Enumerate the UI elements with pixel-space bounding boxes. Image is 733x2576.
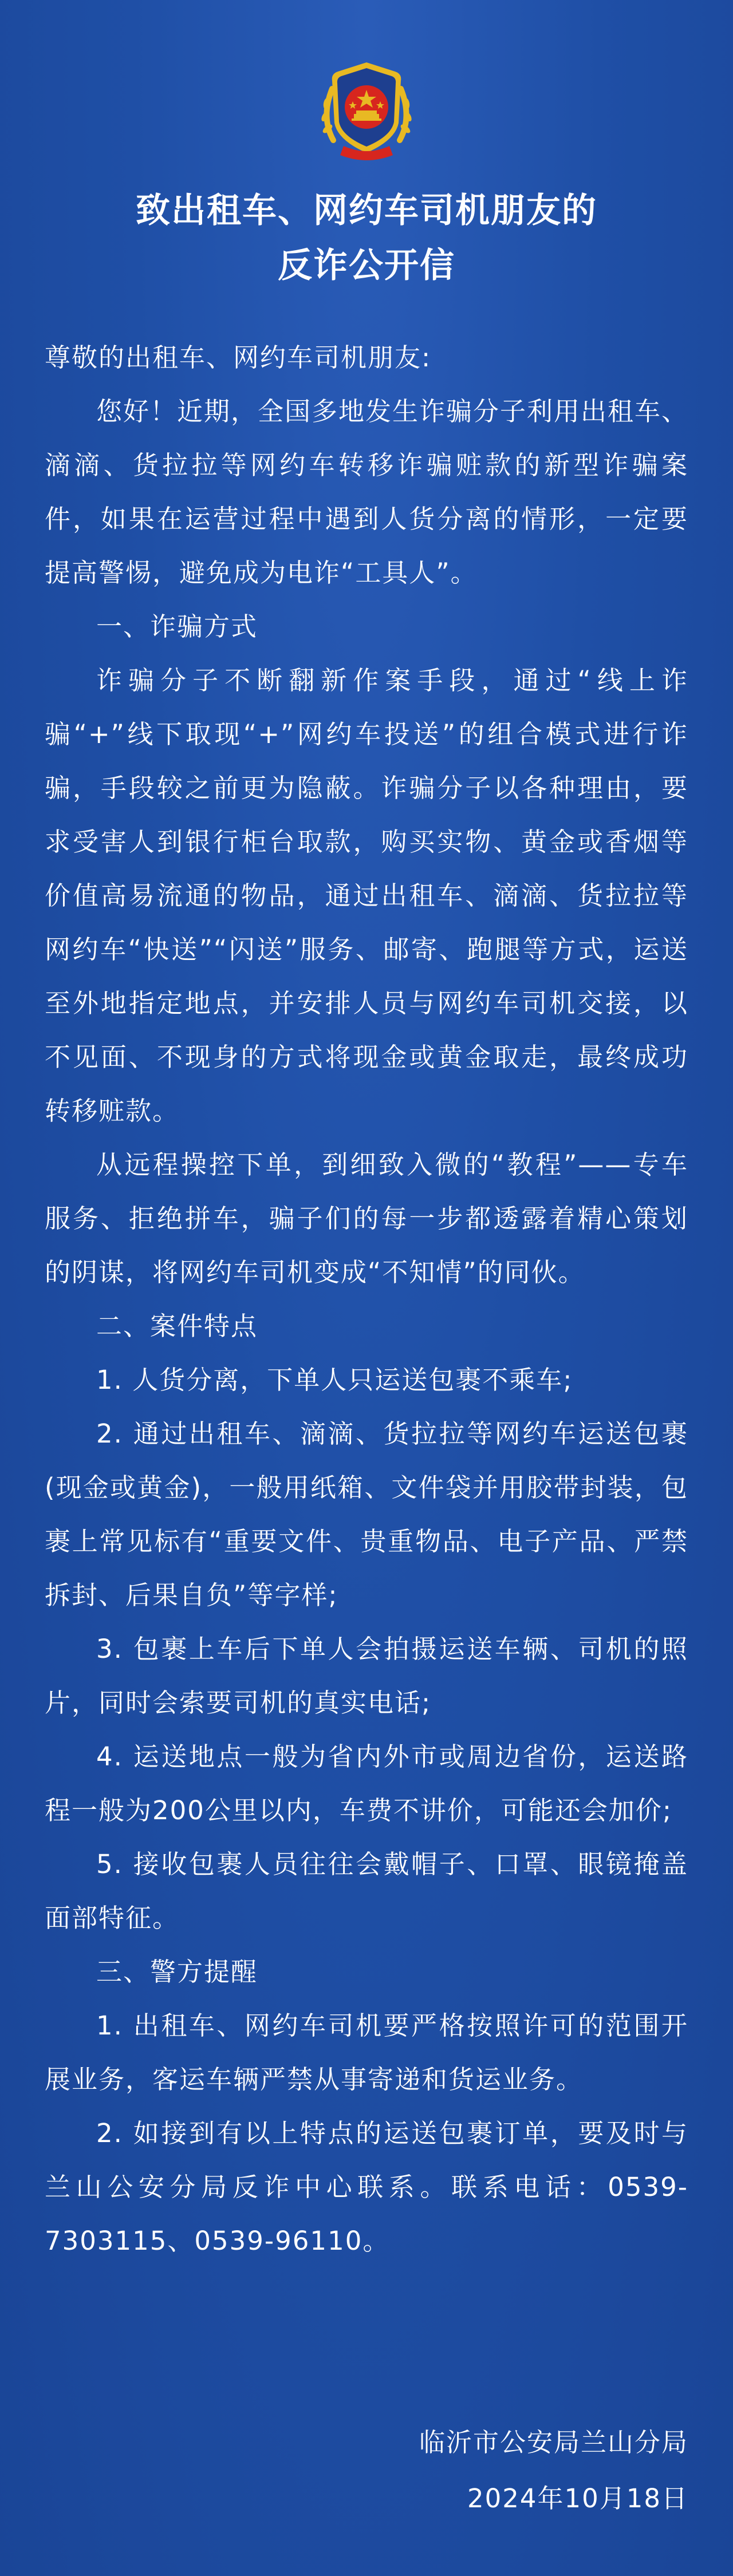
section-2-item: 3. 包裹上车后下单人会拍摄运送车辆、司机的照片，同时会索要司机的真实电话;: [45, 1634, 688, 1718]
title-line-2: 反诈公开信: [278, 246, 455, 286]
section-3-item: 1. 出租车、网约车司机要严格按照许可的范围开展业务，客运车辆严禁从事寄递和货运业务。: [45, 2010, 688, 2095]
letter-title: [0, 183, 733, 293]
emblem-container: [0, 54, 733, 169]
section-2-item: 4. 运送地点一般为省内外市或周边省份，运送路程一般为200公里以内，车费不讲价，可能还会加价;: [45, 1741, 688, 1826]
letter-body: [45, 331, 688, 2268]
signature-date: 2024年10月18日: [467, 2483, 688, 2514]
section-3-heading: 三、警方提醒: [96, 1957, 258, 1987]
section-1-paragraph-1: 诈骗分子不断翻新作案手段，通过“线上诈骗“+”线下取现“+”网约车投送”的组合模式进行诈骗，手段较之前更为隐蔽。诈骗分子以各种理由，要求受害人到银行柜台取款，购买实物、黄金或香烟等价值高易流通的物品，通过出租车、滴滴、货拉拉等网约车“快送”“闪送”服务、邮寄、跑腿等方式，运送至外地指定地点，并安排人员与网约车司机交接，以不见面、不现身的方式将现金或黄金取走，最终成功转移赃款。: [45, 665, 688, 1126]
section-1-heading: 一、诈骗方式: [96, 611, 258, 642]
police-emblem-icon: [309, 54, 424, 169]
intro-paragraph: 您好！近期，全国多地发生诈骗分子利用出租车、滴滴、货拉拉等网约车转移诈骗赃款的新型诈骗案件，如果在运营过程中遇到人货分离的情形，一定要提高警惕，避免成为电诈“工具人”。: [45, 396, 689, 588]
section-2-item: 1. 人货分离，下单人只运送包裹不乘车;: [96, 1365, 573, 1395]
section-2-heading: 二、案件特点: [96, 1311, 258, 1341]
section-2-item: 2. 通过出租车、滴滴、货拉拉等网约车运送包裹(现金或黄金)，一般用纸箱、文件袋并用胶带封装，包裹上常见标有“重要文件、贵重物品、电子产品、严禁拆封、后果自负”等字样;: [45, 1419, 688, 1610]
section-2-item: 5. 接收包裹人员往往会戴帽子、口罩、眼镜掩盖面部特征。: [45, 1849, 688, 1933]
section-1-paragraph-2: 从远程操控下单，到细致入微的“教程”——专车服务、拒绝拼车，骗子们的每一步都透露着精心策划的阴谋，将网约车司机变成“不知情”的同伙。: [45, 1149, 688, 1287]
section-3-item: 2. 如接到有以上特点的运送包裹订单，要及时与兰山公安分局反诈中心联系。联系电话：0539-7303115、0539-96110。: [45, 2118, 688, 2256]
signature-organization: 临沂市公安局兰山分局: [419, 2427, 688, 2458]
greeting: 尊敬的出租车、网约车司机朋友:: [45, 342, 432, 373]
title-line-1: 致出租车、网约车司机朋友的: [136, 191, 597, 231]
